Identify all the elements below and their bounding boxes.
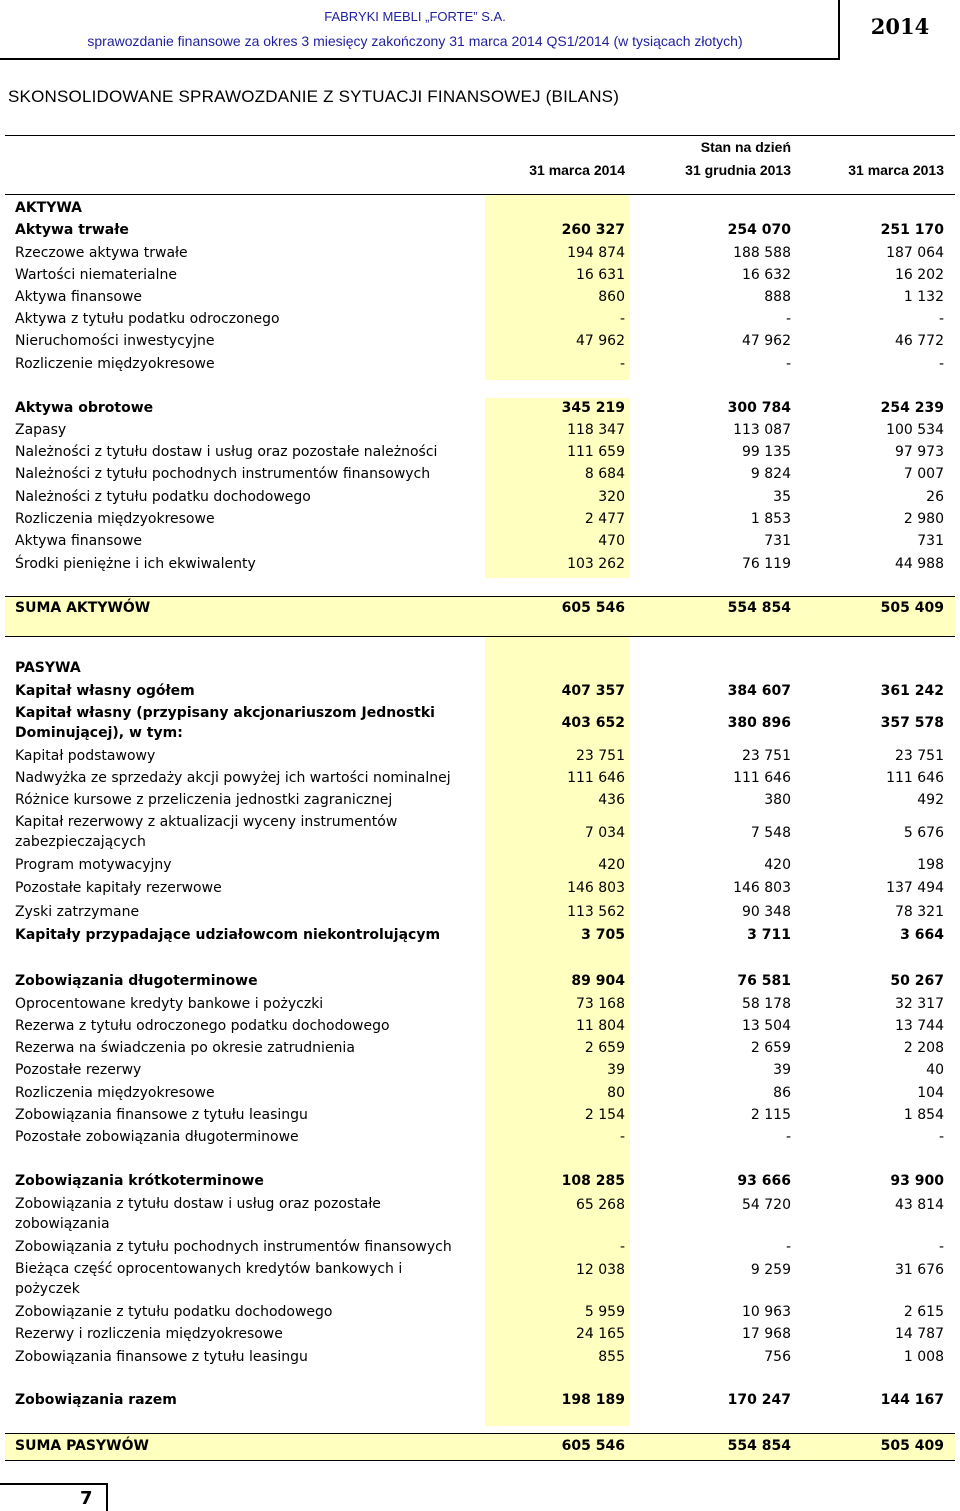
value-col2: 2 115 [750,1107,791,1123]
value-col2: 3 711 [747,927,791,943]
table-row [0,745,960,767]
value-col3: 23 751 [895,748,944,764]
row-label: SUMA PASYWÓW [15,1438,149,1454]
value-col3: 26 [926,489,944,505]
value-col1: - [619,1129,625,1145]
column-header-border [5,194,955,195]
row-label: Pozostałe zobowiązania długoterminowe [15,1129,299,1145]
table-row [0,993,960,1015]
value-col2: 420 [764,857,791,873]
row-label: Zobowiązania długoterminowe [15,973,258,989]
value-col1: 420 [598,857,625,873]
value-col3: - [938,1239,944,1255]
value-col3: 251 170 [880,222,944,238]
table-row [0,901,960,923]
report-subtitle: sprawozdanie finansowe za okres 3 miesięcy zakończony 31 marca 2014 QS1/2014 (w tysiącach złotych) [87,33,743,49]
value-col2: 554 854 [727,600,791,616]
table-row [0,353,960,375]
table-row [0,308,960,330]
row-label: Środki pieniężne i ich ekwiwalenty [15,556,256,572]
value-col1: 198 189 [561,1392,625,1408]
value-col2: 188 588 [733,245,791,261]
value-col3: 100 534 [886,422,944,438]
value-col3: 14 787 [895,1326,944,1342]
value-col1: 3 705 [581,927,625,943]
value-col3: 32 317 [895,996,944,1012]
value-col3: 31 676 [895,1262,944,1278]
column-header-stan: Stan na dzień [700,139,791,155]
page-number: 7 [80,1488,93,1509]
value-col1: 80 [607,1085,625,1101]
row-label: Rozliczenia międzyokresowe [15,1085,215,1101]
total-assets-row [0,597,960,619]
value-col1: - [619,1239,625,1255]
value-col1: 65 268 [576,1197,625,1213]
value-col2: - [785,311,791,327]
value-col2: 13 504 [742,1018,791,1034]
row-label: Kapitał rezerwowy z aktualizacji wyceny instrumentów zabezpieczających [15,814,398,850]
table-top-border [5,135,955,136]
table-row [0,264,960,286]
row-label: Rozliczenie międzyokresowe [15,356,215,372]
table-row [0,1194,960,1232]
column-header-2014: 31 marca 2014 [529,162,625,178]
value-col1: 23 751 [576,748,625,764]
value-col2: 90 348 [742,904,791,920]
value-col2: 54 720 [742,1197,791,1213]
value-col1: 8 684 [584,466,625,482]
row-label: Program motywacyjny [15,857,172,873]
row-label: Bieżąca część oprocentowanych kredytów bankowych i pożyczek [15,1261,403,1297]
value-col2: 93 666 [737,1173,791,1189]
value-col2: 86 [773,1085,791,1101]
row-label: Rezerwy i rozliczenia międzyokresowe [15,1326,283,1342]
total-liabilities-row [0,1435,960,1457]
value-col3: 2 208 [903,1040,944,1056]
table-row [0,508,960,530]
value-col1: 436 [598,792,625,808]
value-col1: 5 959 [584,1304,625,1320]
row-label: Zapasy [15,422,67,438]
value-col2: - [785,1129,791,1145]
table-row [0,680,960,702]
value-col1: 39 [607,1062,625,1078]
value-col1: 320 [598,489,625,505]
value-col3: - [938,356,944,372]
value-col1: 345 219 [561,400,625,416]
value-col3: - [938,1129,944,1145]
value-col2: 380 896 [727,715,791,731]
table-row [0,767,960,789]
table-row [0,1126,960,1148]
table-row [0,486,960,508]
table-row [0,877,960,899]
column-header-dec-2013: 31 grudnia 2013 [685,162,791,178]
table-row [0,242,960,264]
value-col3: 1 008 [903,1349,944,1365]
value-col1: 605 546 [561,600,625,616]
value-col2: 76 581 [737,973,791,989]
row-label: Rzeczowe aktywa trwałe [15,245,188,261]
value-col3: 40 [926,1062,944,1078]
table-row [0,530,960,552]
row-label: Aktywa obrotowe [15,400,154,416]
table-row [0,286,960,308]
value-col3: 505 409 [880,1438,944,1454]
value-col3: 144 167 [880,1392,944,1408]
value-col3: 254 239 [880,400,944,416]
value-col1: 407 357 [561,683,625,699]
value-col2: 39 [773,1062,791,1078]
row-label: Należności z tytułu dostaw i usług oraz pozostałe należności [15,444,438,460]
total-liabilities-bottom-border [5,1460,955,1461]
row-label: Różnice kursowe z przeliczenia jednostki zagranicznej [15,792,393,808]
value-col3: 16 202 [895,267,944,283]
value-col1: 113 562 [567,904,625,920]
table-row [0,1037,960,1059]
row-label: Oprocentowane kredyty bankowe i pożyczki [15,996,324,1012]
row-label: Nieruchomości inwestycyjne [15,333,215,349]
value-col2: 76 119 [742,556,791,572]
value-col2: 7 548 [750,825,791,841]
value-col3: 137 494 [886,880,944,896]
value-col2: 756 [764,1349,791,1365]
table-row [0,1346,960,1368]
value-col1: 111 659 [567,444,625,460]
table-row [0,814,960,850]
value-col1: 16 631 [576,267,625,283]
row-label: Aktywa finansowe [15,533,143,549]
total-liabilities-top-border [5,1433,955,1434]
header-divider-horizontal [0,58,840,60]
value-col2: 111 646 [733,770,791,786]
value-col1: 73 168 [576,996,625,1012]
table-row [0,1082,960,1104]
table-row [0,1323,960,1345]
company-name: FABRYKI MEBLI „FORTE” S.A. [324,9,506,24]
table-row [0,553,960,575]
value-col1: 2 477 [584,511,625,527]
table-row [0,1301,960,1323]
value-col3: 2 615 [903,1304,944,1320]
value-col1: 605 546 [561,1438,625,1454]
value-col3: 187 064 [886,245,944,261]
value-col3: - [938,311,944,327]
row-label: Zyski zatrzymane [15,904,140,920]
table-row [0,1059,960,1081]
value-col2: 47 962 [742,333,791,349]
value-col2: 35 [773,489,791,505]
row-label: Wartości niematerialne [15,267,177,283]
value-col2: 380 [764,792,791,808]
row-label: PASYWA [15,660,81,676]
value-col3: 1 132 [903,289,944,305]
value-col2: 300 784 [727,400,791,416]
table-row [0,1104,960,1126]
header-divider-vertical [838,0,840,58]
row-label: Zobowiązania finansowe z tytułu leasingu [15,1349,308,1365]
value-col1: 118 347 [567,422,625,438]
value-col3: 111 646 [886,770,944,786]
value-col1: 47 962 [576,333,625,349]
value-col3: 93 900 [890,1173,944,1189]
value-col2: - [785,1239,791,1255]
value-col3: 5 676 [903,825,944,841]
value-col1: 855 [598,1349,625,1365]
total-assets-bottom-border [5,636,955,637]
row-label: Aktywa finansowe [15,289,143,305]
value-col2: 888 [764,289,791,305]
value-col3: 46 772 [895,333,944,349]
value-col2: 254 070 [727,222,791,238]
value-col1: 146 803 [567,880,625,896]
value-col1: - [619,311,625,327]
value-col2: 10 963 [742,1304,791,1320]
row-label: Kapitał własny ogółem [15,683,195,699]
value-col1: 260 327 [561,222,625,238]
row-label: Zobowiązania z tytułu dostaw i usług oraz pozostałe zobowiązania [15,1196,381,1232]
report-year: 2014 [870,14,930,39]
value-col2: 384 607 [727,683,791,699]
value-col2: 99 135 [742,444,791,460]
value-col3: 104 [917,1085,944,1101]
value-col1: 860 [598,289,625,305]
value-col1: 12 038 [576,1262,625,1278]
row-label: Zobowiązania finansowe z tytułu leasingu [15,1107,308,1123]
section-heading [0,657,960,679]
value-col2: 58 178 [742,996,791,1012]
row-label: Kapitały przypadające udziałowcom niekontrolującym [15,927,441,943]
value-col2: 554 854 [727,1438,791,1454]
value-col3: 731 [917,533,944,549]
row-label: Zobowiązania krótkoterminowe [15,1173,264,1189]
footer-divider-vertical [106,1483,108,1511]
value-col3: 505 409 [880,600,944,616]
row-label: Pozostałe rezerwy [15,1062,142,1078]
statement-title: SKONSOLIDOWANE SPRAWOZDANIE Z SYTUACJI FINANSOWEJ (BILANS) [8,87,620,106]
value-col1: 108 285 [561,1173,625,1189]
value-col1: 194 874 [567,245,625,261]
row-label: Zobowiązanie z tytułu podatku dochodowego [15,1304,333,1320]
table-row [0,1170,960,1192]
value-col2: 731 [764,533,791,549]
row-label: Rezerwa z tytułu odroczonego podatku dochodowego [15,1018,390,1034]
row-label: Rozliczenia międzyokresowe [15,511,215,527]
value-col2: 9 824 [750,466,791,482]
value-col3: 361 242 [880,683,944,699]
table-row [0,1389,960,1411]
value-col3: 78 321 [895,904,944,920]
row-label: Należności z tytułu podatku dochodowego [15,489,311,505]
section-heading [0,197,960,219]
value-col2: 9 259 [750,1262,791,1278]
table-row [0,219,960,241]
value-col3: 7 007 [903,466,944,482]
row-label: Aktywa z tytułu podatku odroczonego [15,311,280,327]
value-col1: 403 652 [561,715,625,731]
row-label: Kapitał podstawowy [15,748,156,764]
table-row [0,330,960,352]
value-col2: 146 803 [733,880,791,896]
row-label: Pozostałe kapitały rezerwowe [15,880,222,896]
row-label: SUMA AKTYWÓW [15,600,151,616]
table-row [0,1236,960,1258]
value-col1: 11 804 [576,1018,625,1034]
value-col2: 16 632 [742,267,791,283]
table-row [0,854,960,876]
value-col3: 44 988 [895,556,944,572]
table-row [0,924,960,946]
table-row [0,705,960,741]
value-col3: 13 744 [895,1018,944,1034]
value-col1: 89 904 [571,973,625,989]
value-col1: 470 [598,533,625,549]
value-col1: 103 262 [567,556,625,572]
row-label: Należności z tytułu pochodnych instrumentów finansowych [15,466,431,482]
row-label: Zobowiązania razem [15,1392,177,1408]
value-col1: - [619,356,625,372]
table-row [0,463,960,485]
table-row [0,397,960,419]
value-col1: 7 034 [584,825,625,841]
value-col2: 17 968 [742,1326,791,1342]
value-col3: 1 854 [903,1107,944,1123]
table-row [0,441,960,463]
value-col1: 2 659 [584,1040,625,1056]
row-label: Kapitał własny (przypisany akcjonariuszom Jednostki Dominującej), w tym: [15,705,435,741]
value-col3: 50 267 [890,973,944,989]
value-col2: 1 853 [750,511,791,527]
table-row [0,970,960,992]
footer-divider-horizontal [0,1483,108,1485]
value-col3: 492 [917,792,944,808]
value-col2: - [785,356,791,372]
value-col1: 24 165 [576,1326,625,1342]
row-label: Aktywa trwałe [15,222,129,238]
table-row [0,419,960,441]
value-col3: 43 814 [895,1197,944,1213]
row-label: Rezerwa na świadczenia po okresie zatrudnienia [15,1040,355,1056]
row-label: Nadwyżka ze sprzedaży akcji powyżej ich wartości nominalnej [15,770,451,786]
value-col2: 23 751 [742,748,791,764]
value-col2: 113 087 [733,422,791,438]
row-label: Zobowiązania z tytułu pochodnych instrumentów finansowych [15,1239,452,1255]
value-col1: 111 646 [567,770,625,786]
value-col3: 2 980 [903,511,944,527]
value-col3: 3 664 [900,927,944,943]
table-row [0,1015,960,1037]
value-col3: 97 973 [895,444,944,460]
value-col2: 2 659 [750,1040,791,1056]
column-header-mar-2013: 31 marca 2013 [848,162,944,178]
value-col2: 170 247 [727,1392,791,1408]
value-col3: 357 578 [880,715,944,731]
table-row [0,789,960,811]
value-col3: 198 [917,857,944,873]
row-label: AKTYWA [15,200,83,216]
value-col1: 2 154 [584,1107,625,1123]
table-row [0,1259,960,1297]
